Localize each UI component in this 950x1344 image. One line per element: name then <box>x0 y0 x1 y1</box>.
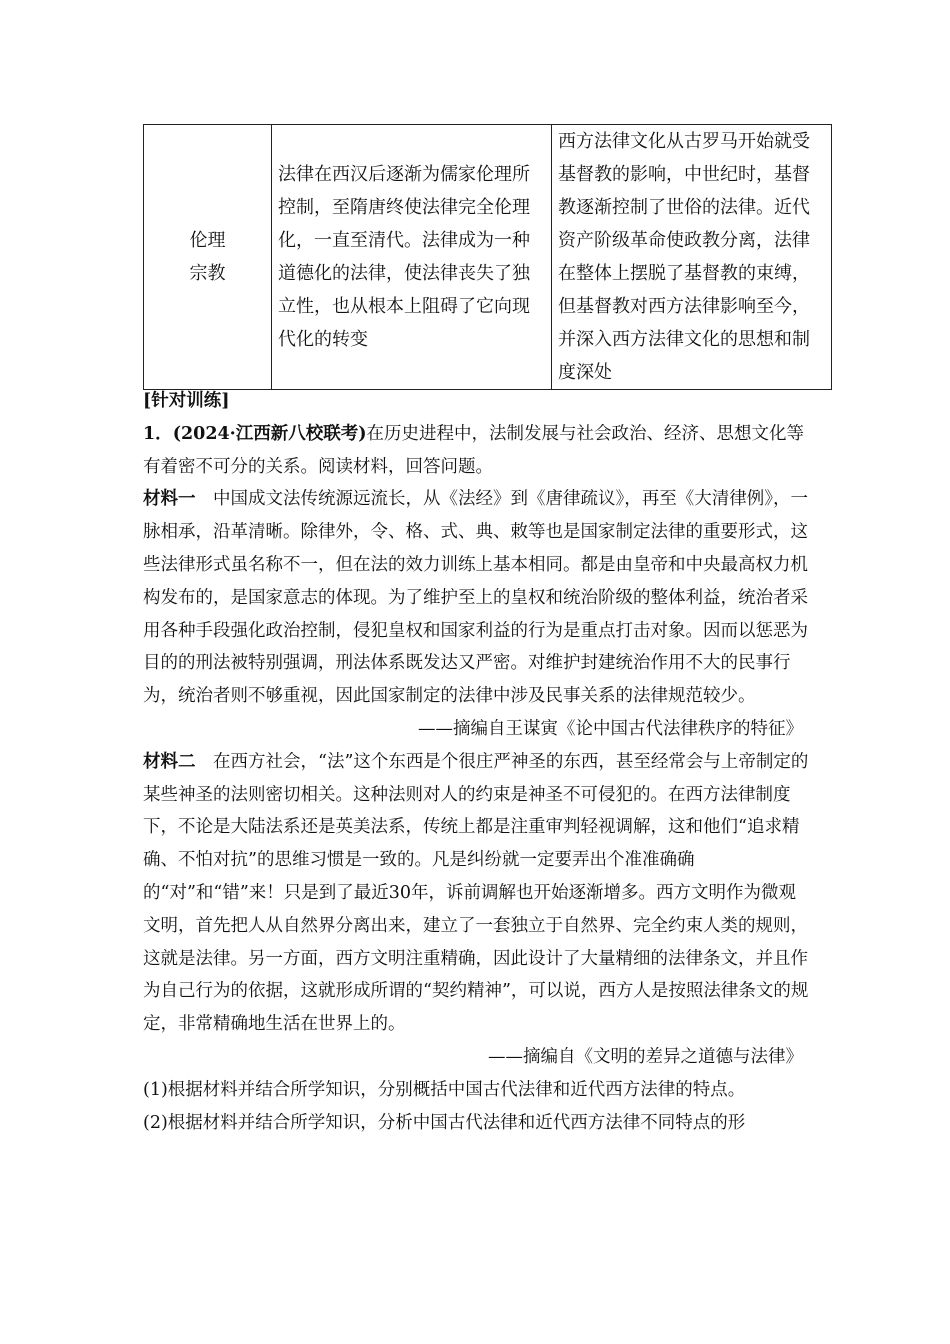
material2-source: ——摘编自《文明的差异之道德与法律》 <box>488 1046 803 1067</box>
sub-question-1: (1)根据材料并结合所学知识，分别概括中国古代法律和近代西方法律的特点。 <box>143 1079 746 1100</box>
material2-text: 在西方社会，“法”这个东西是个很庄严神圣的东西，甚至经常会与上帝制定的某些神圣的法则密切相关。这种法则对人的约束是神圣不可侵犯的。在西方法律制度下，不论是大陆法系还是英美法系，传统上都是注重审判轻视调解，这和他们“追求精确、不怕对抗”的思维习惯是一致的。凡是纠纷就一定要弄出个准准确确的“对”和“错”来！只是到了最近30年，诉前调解也开始逐渐增多。西方文明作为微观文明，首先把人从自然界分离出来，建立了一套独立于自然界、完全约束人类的规则，这就是法律。另一方面，西方文明注重精确，因此设计了大量精细的法律条文，并且作为自己行为的依据，这就形成所谓的“契约精神”，可以说，西方人是按照法律条文的规定，非常精确地生活在世界上的。 <box>143 751 809 1035</box>
material1 <box>143 483 809 713</box>
question-number: 1． <box>143 423 173 444</box>
material1-text: 中国成文法传统源远流长，从《法经》到《唐律疏议》，再至《大清律例》，一脉相承，沿革清晰。除律外，令、格、式、典、敕等也是国家制定法律的重要形式，这些法律形式虽名称不一，但在法的效力训练上基本相同。都是由皇帝和中央最高权力机构发布的，是国家意志的体现。为了维护至上的皇权和统治阶级的整体利益，统治者采用各种手段强化政治控制，侵犯皇权和国家利益的行为是重点打击对象。因而以惩恶为目的的刑法被特别强调，刑法体系既发达又严密。对维护封建统治作用不大的民事行为，统治者则不够重视，因此国家制定的法律中涉及民事关系的法律规范较少。 <box>143 489 808 707</box>
section-title: [针对训练] <box>143 391 230 411</box>
material1-label: 材料一 <box>143 489 196 510</box>
sub-question-2: (2)根据材料并结合所学知识，分析中国古代法律和近代西方法律不同特点的形 <box>143 1112 746 1133</box>
question-text: 在历史进程中，法制发展与社会政治、经济、思想文化等有着密不可分的关系。阅读材料，回答问题。 <box>143 423 805 477</box>
china-cell <box>272 125 552 390</box>
material2-label: 材料二 <box>143 751 196 772</box>
row-label-line2: 宗教 <box>189 263 226 284</box>
material2 <box>143 746 809 1041</box>
question-section <box>143 385 809 1139</box>
comparison-table <box>143 124 832 390</box>
china-text: 法律在西汉后逐渐为儒家伦理所控制，至隋唐终使法律完全伦理化，一直至清代。法律成为一种道德化的法律，使法律丧失了独立性，也从根本上阻碍了它向现代化的转变 <box>278 164 530 350</box>
west-cell <box>552 125 832 390</box>
row-label-cell <box>144 125 272 390</box>
question-stem <box>143 418 809 484</box>
question-source: (2024·江西新八校联考) <box>172 423 367 444</box>
table-row <box>144 125 832 390</box>
row-label-line1: 伦理 <box>189 230 226 251</box>
west-text: 西方法律文化从古罗马开始就受基督教的影响，中世纪时，基督教逐渐控制了世俗的法律。近代资产阶级革命使政教分离，法律在整体上摆脱了基督教的束缚，但基督教对西方法律影响至今，并深入西方法律文化的思想和制度深处 <box>558 131 810 383</box>
material1-source: ——摘编自王谋寅《论中国古代法律秩序的特征》 <box>418 718 803 739</box>
